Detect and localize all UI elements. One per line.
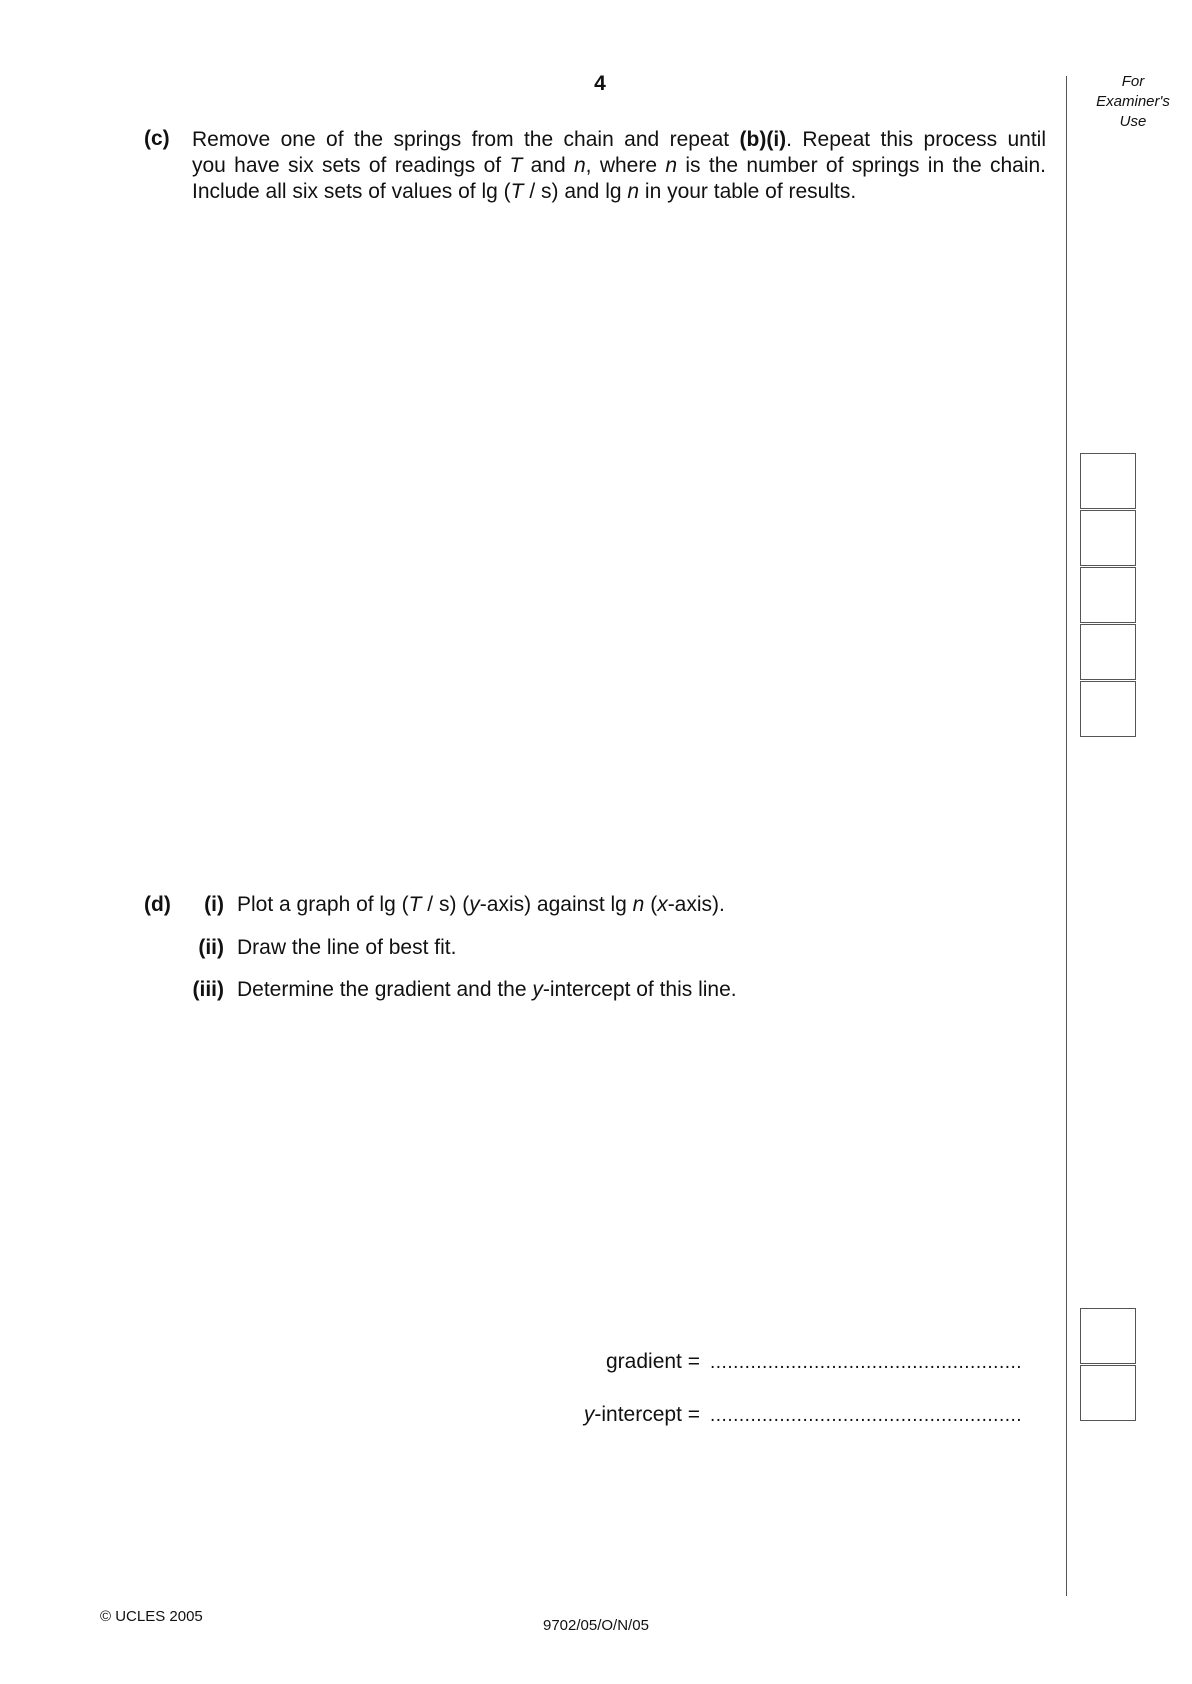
examiner-mark-box bbox=[1080, 1365, 1136, 1421]
examiner-margin-line bbox=[1066, 76, 1067, 1596]
examiner-use-label bbox=[1085, 72, 1181, 132]
part-d-iii-label: (iii) bbox=[192, 978, 224, 1001]
examiner-label-line1: For bbox=[1121, 73, 1145, 90]
paper-code: 9702/05/O/N/05 bbox=[543, 1617, 649, 1634]
examiner-mark-box bbox=[1080, 624, 1136, 680]
copyright-notice: © UCLES 2005 bbox=[100, 1608, 203, 1625]
examiner-mark-box bbox=[1080, 681, 1136, 737]
examiner-mark-box bbox=[1080, 1308, 1136, 1364]
part-d-i-label: (i) bbox=[204, 893, 224, 916]
part-d-iii-text: Determine the gradient and the y-intercept of this line. bbox=[237, 978, 737, 1001]
examiner-mark-box bbox=[1080, 510, 1136, 566]
part-c-line1: Remove one of the springs from the chain and repeat (b)(i). Repeat this process until bbox=[192, 128, 1046, 151]
y-intercept-answer-line[interactable]: ...................................................... bbox=[710, 1405, 1023, 1426]
part-c-text bbox=[192, 127, 1046, 205]
gradient-answer-line[interactable]: ...................................................... bbox=[710, 1352, 1023, 1373]
part-d-ii-text: Draw the line of best fit. bbox=[237, 936, 457, 959]
examiner-label-line3: Use bbox=[1119, 113, 1147, 130]
part-d-label: (d) bbox=[144, 893, 171, 916]
y-intercept-label: y-intercept = bbox=[583, 1403, 700, 1426]
part-d-i-text: Plot a graph of lg (T / s) (y-axis) against lg n (x-axis). bbox=[237, 893, 725, 916]
page-number: 4 bbox=[594, 72, 606, 95]
examiner-mark-box bbox=[1080, 453, 1136, 509]
part-c-line2: you have six sets of readings of T and n, where n is the number of springs in the chain. bbox=[192, 154, 1047, 177]
examiner-mark-box bbox=[1080, 567, 1136, 623]
part-c-line3: Include all six sets of values of lg (T / s) and lg n in your table of results. bbox=[192, 180, 857, 203]
examiner-label-line2: Examiner's bbox=[1096, 93, 1170, 110]
part-c-label: (c) bbox=[144, 127, 170, 150]
gradient-label: gradient = bbox=[606, 1350, 700, 1373]
part-d-ii-label: (ii) bbox=[198, 936, 224, 959]
